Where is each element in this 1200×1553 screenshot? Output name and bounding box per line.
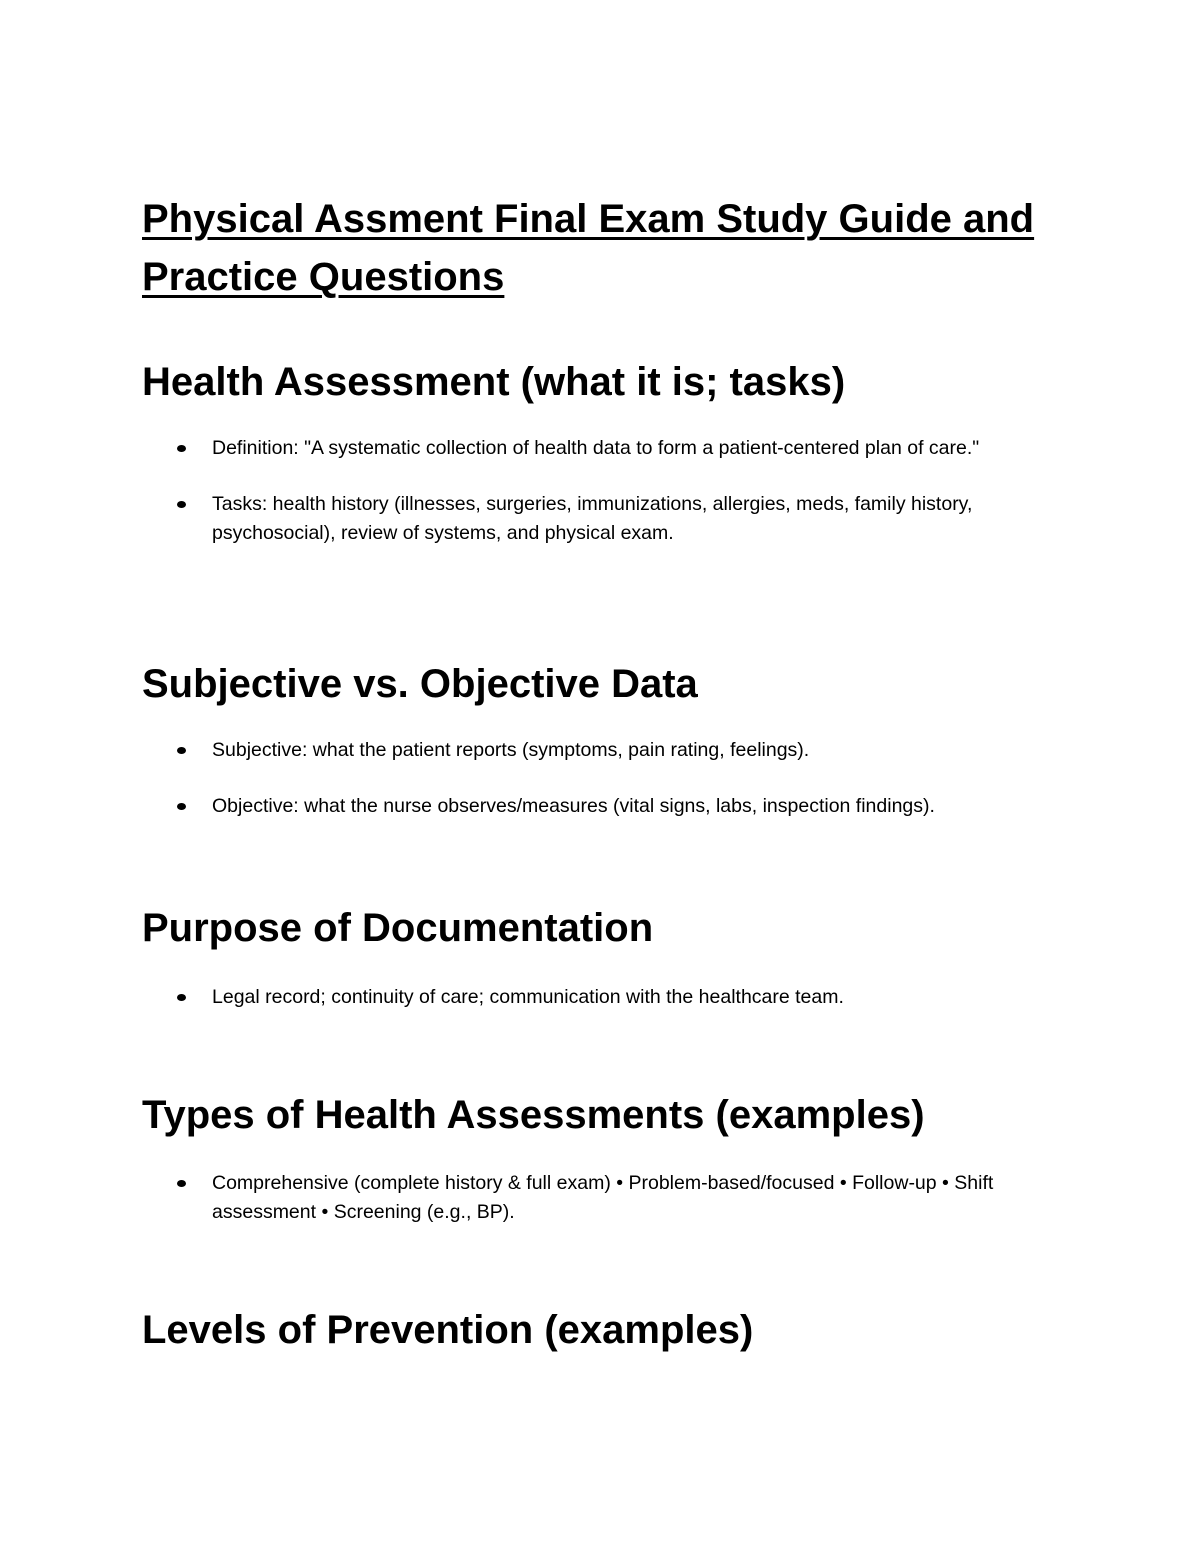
bullet-icon xyxy=(177,747,186,754)
list-item xyxy=(142,490,1072,548)
list-item xyxy=(142,434,1072,463)
list-item-text: Tasks: health history (illnesses, surgeries, immunizations, allergies, meds, family history, psychosocial), review of systems, and physical exam. xyxy=(212,493,973,544)
list-item-text: Comprehensive (complete history & full exam) • Problem-based/focused • Follow-up • Shift assessment • Screening (e.g., BP). xyxy=(212,1172,994,1223)
list-item-text: Legal record; continuity of care; communication with the healthcare team. xyxy=(212,986,844,1008)
list-item-text: Definition: "A systematic collection of health data to form a patient-centered plan of care." xyxy=(212,437,980,459)
bullet-icon xyxy=(177,803,186,810)
section-subjective-objective xyxy=(142,660,1072,821)
section-heading: Levels of Prevention (examples) xyxy=(142,1308,754,1352)
section-heading: Health Assessment (what it is; tasks) xyxy=(142,360,846,404)
bullet-icon xyxy=(177,1180,186,1187)
section-purpose-documentation xyxy=(142,904,1072,1012)
bullet-list xyxy=(142,434,1072,548)
bullet-icon xyxy=(177,445,186,452)
bullet-list xyxy=(142,736,1072,821)
section-types-assessments xyxy=(142,1091,1072,1227)
list-item xyxy=(142,1169,1072,1227)
list-item xyxy=(142,983,1072,1012)
document-title: Physical Assment Final Exam Study Guide and Practice Questions xyxy=(142,197,1035,299)
bullet-list xyxy=(142,1169,1072,1227)
section-levels-prevention xyxy=(142,1306,1072,1354)
section-heading: Purpose of Documentation xyxy=(142,906,654,950)
section-heading: Types of Health Assessments (examples) xyxy=(142,1093,925,1137)
list-item xyxy=(142,792,1072,821)
bullet-icon xyxy=(177,994,186,1001)
section-heading: Subjective vs. Objective Data xyxy=(142,662,698,706)
bullet-list xyxy=(142,983,1072,1012)
list-item xyxy=(142,736,1072,765)
list-item-text: Objective: what the nurse observes/measures (vital signs, labs, inspection findings). xyxy=(212,795,935,817)
section-health-assessment xyxy=(142,358,1072,548)
bullet-icon xyxy=(177,501,186,508)
list-item-text: Subjective: what the patient reports (symptoms, pain rating, feelings). xyxy=(212,739,810,761)
